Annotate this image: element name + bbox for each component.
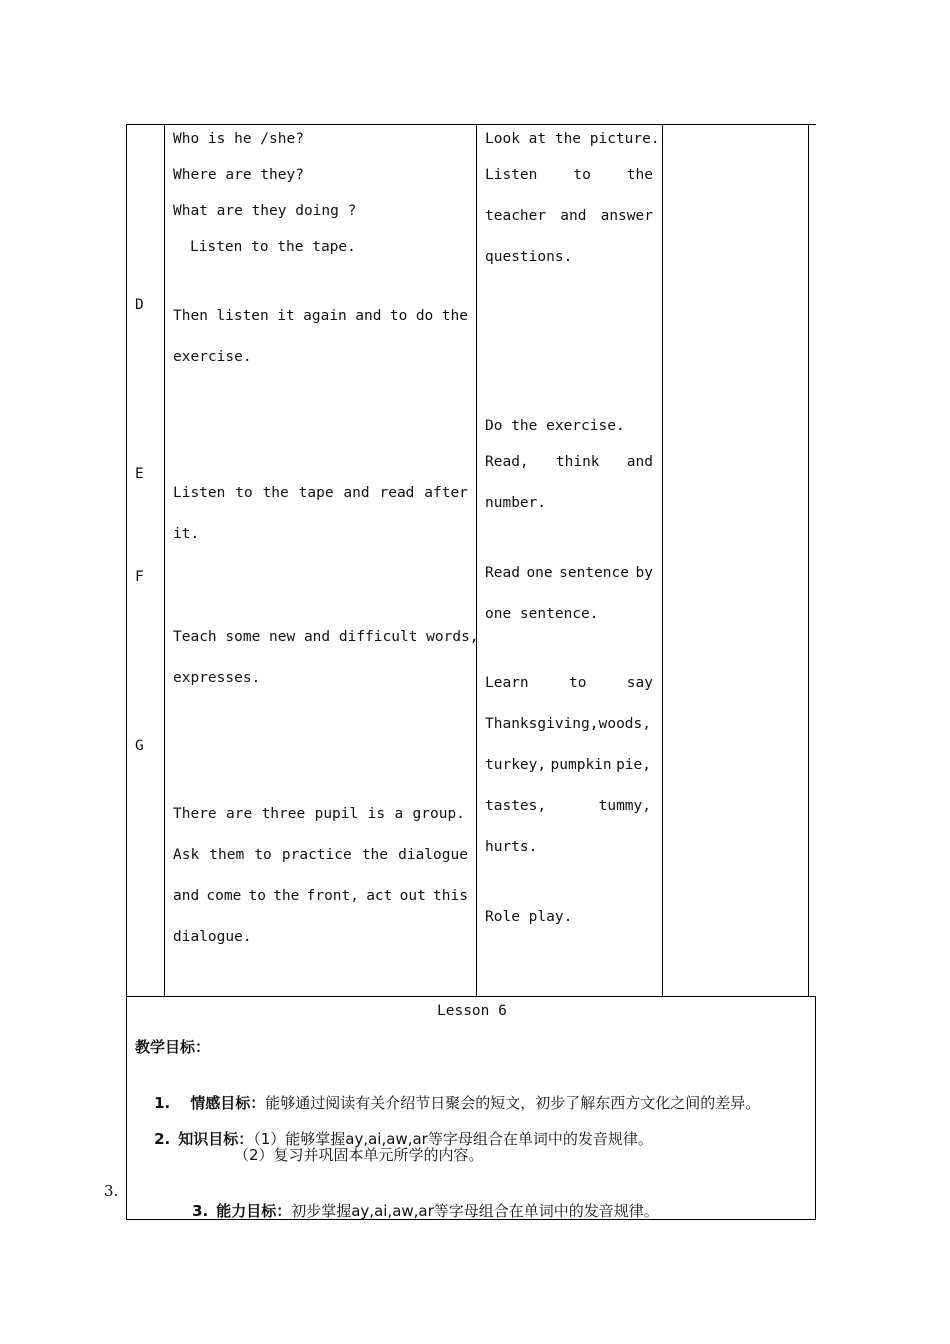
teacher-instruction-line: Then listen it again and to do the (173, 308, 468, 324)
teacher-instruction-line: expresses. (173, 670, 261, 686)
student-activity-line: turkey, pumpkin pie, (485, 757, 651, 773)
student-activity-line: Read one sentence by (485, 565, 653, 581)
goal-item-ability: 3. 能力目标：初步掌握ay,ai,aw,ar等字母组合在单词中的发音规律。 (192, 1202, 659, 1220)
student-activity-line: number. (485, 495, 547, 511)
stray-list-number: 3. (104, 1182, 119, 1200)
student-activity-line: Read, think and (485, 454, 653, 470)
goals-heading: 教学目标： (135, 1038, 211, 1056)
table-top-border (126, 124, 809, 125)
teacher-instruction-line: Teach some new and difficult words, (173, 629, 479, 645)
step-label-f: F (135, 569, 144, 585)
student-activity-line: Look at the picture. (485, 131, 660, 147)
student-activity-line: teacher and answer (485, 208, 653, 224)
goal-item-knowledge-sub: （2）复习并巩固本单元所学的内容。 (234, 1146, 484, 1164)
teacher-instruction: Listen to the tape. (190, 239, 356, 255)
lesson-title: Lesson 6 (437, 1003, 507, 1019)
table-top-border-stub (809, 124, 816, 125)
step-label-g: G (135, 738, 144, 754)
goals-table-right-border (815, 996, 816, 1220)
student-activity-line: Learn to say (485, 675, 653, 691)
student-activity-line: questions. (485, 249, 573, 265)
step-label-d: D (135, 297, 144, 313)
table-right-border (808, 124, 809, 997)
step-label-e: E (135, 466, 144, 482)
teacher-question: Where are they? (173, 167, 304, 183)
student-activity-line: Thanksgiving, woods, (485, 716, 651, 732)
teacher-instruction-line: it. (173, 526, 200, 542)
student-activity-line: Do the exercise. (485, 418, 625, 434)
column-divider-1 (164, 124, 165, 997)
student-activity-line: one sentence. (485, 606, 599, 622)
teacher-instruction-line: Ask them to practice the dialogue (173, 847, 468, 863)
student-activity-line: Role play. (485, 909, 573, 925)
column-divider-3 (662, 124, 663, 997)
student-activity-line: tastes, tummy, (485, 798, 651, 814)
goal-item-emotion: 1. 情感目标：能够通过阅读有关介绍节日聚会的短文，初步了解东西方文化之间的差异。 (154, 1094, 761, 1112)
teacher-question: What are they doing ? (173, 203, 357, 219)
table-left-border (126, 124, 127, 997)
teacher-instruction-line: dialogue. (173, 929, 252, 945)
teacher-instruction-line: and come to the front, act out this (173, 888, 468, 904)
teacher-instruction-line: There are three pupil is a group. (173, 806, 465, 822)
goals-table-left-border (126, 996, 127, 1220)
column-divider-2 (476, 124, 477, 997)
goal-item-knowledge: 2. 知识目标：（1）能够掌握ay,ai,aw,ar等字母组合在单词中的发音规律。 (154, 1130, 653, 1148)
student-activity-line: Listen to the (485, 167, 653, 183)
student-activity-line: hurts. (485, 839, 538, 855)
teacher-question: Who is he /she? (173, 131, 304, 147)
teacher-instruction-line: exercise. (173, 349, 252, 365)
teacher-instruction-line: Listen to the tape and read after (173, 485, 468, 501)
goals-table-top-border (126, 996, 816, 997)
